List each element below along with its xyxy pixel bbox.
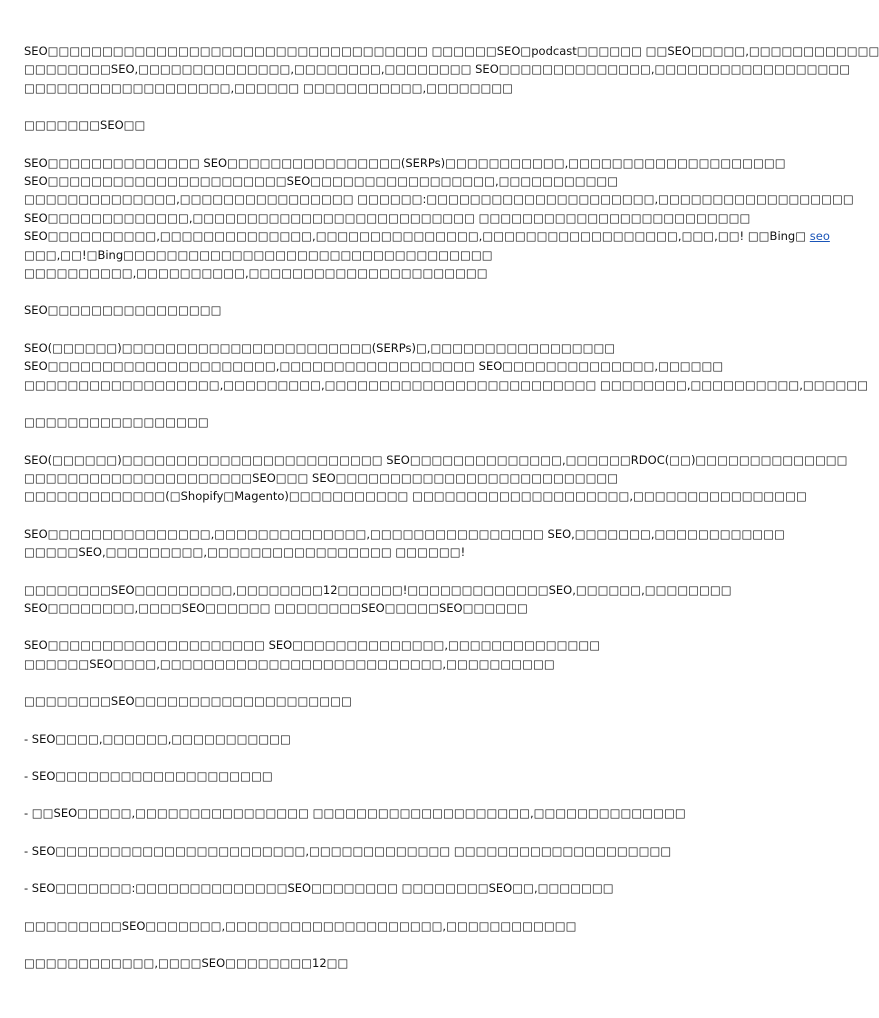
seo-link[interactable]: seo xyxy=(809,229,830,244)
text-line: SEO□□□□□□□□□□□□□□□,□□□□□□□□□□□□□□,□□□□□□□□□□□□□□□□ SEO,□□□□□□□,□□□□□□□□□□□□ xyxy=(24,526,785,541)
list-item: - SEO□□□□□□□□□□□□□□□□□□□□□□□,□□□□□□□□□□□□□ □□□□□□□□□□□□□□□□□□□□ xyxy=(24,843,672,858)
paragraph-twelve xyxy=(24,581,732,618)
paragraph-rdoc xyxy=(24,451,848,506)
paragraph-serps xyxy=(24,339,869,394)
text-line: □□□□□□□□SEO,□□□□□□□□□□□□□□,□□□□□□□□,□□□□□□□□ SEO□□□□□□□□□□□□□□,□□□□□□□□□□□□□□□□□□ xyxy=(24,62,851,77)
section-heading: □□□□□□□□SEO□□□□□□□□□□□□□□□□□□□□ xyxy=(24,694,352,709)
text-line: □□□□□□□□□□□□□□□□□□□,□□□□□□ □□□□□□□□□□□,□□□□□□□□ xyxy=(24,80,514,95)
paragraph-intro xyxy=(24,42,879,97)
section-heading: □□□□□□□SEO□□ xyxy=(24,118,146,133)
list-item: - SEO□□□□□□□:□□□□□□□□□□□□□□SEO□□□□□□□□ □□□□□□□□SEO□□,□□□□□□□ xyxy=(24,881,614,896)
text-line-with-link xyxy=(24,227,830,245)
text-line: SEO□□□□□□□□□□□□□□□□□□□□□□SEO□□□□□□□□□□□□□□□□□,□□□□□□□□□□□ xyxy=(24,174,619,189)
paragraph-final: □□□□□□□□□□□□,□□□□SEO□□□□□□□□12□□ xyxy=(24,956,349,970)
list-item: - □□SEO□□□□□,□□□□□□□□□□□□□□□□ □□□□□□□□□□□□□□□□□□□□,□□□□□□□□□□□□□□ xyxy=(24,806,686,821)
paragraph-closing: □□□□□□□□□SEO□□□□□□□,□□□□□□□□□□□□□□□□□□□□,□□□□□□□□□□□□ xyxy=(24,918,577,933)
text-line: □□□□□□□□□□□□□□□□□□□□□SEO□□□ SEO□□□□□□□□□□□□□□□□□□□□□□□□□□ xyxy=(24,470,619,485)
text-line: SEO(□□□□□□)□□□□□□□□□□□□□□□□□□□□□□□□ SEO□□□□□□□□□□□□□□,□□□□□□RDOC(□□)□□□□□□□□□□□□□□ xyxy=(24,452,848,467)
list-item: - SEO□□□□□□□□□□□□□□□□□□□□ xyxy=(24,768,273,783)
text-line: SEO□□□□□□□□□□□□□□□□□□□□ SEO□□□□□□□□□□□□□□,□□□□□□□□□□□□□□ xyxy=(24,638,601,653)
text-line: □□□□□□□□□□,□□□□□□□□□□,□□□□□□□□□□□□□□□□□□□□□□ xyxy=(24,266,488,281)
section-heading: SEO□□□□□□□□□□□□□□□□ xyxy=(24,303,222,318)
list-item: - SEO□□□□,□□□□□□,□□□□□□□□□□□ xyxy=(24,731,291,746)
text-line: □□□,□□!□Bing□□□□□□□□□□□□□□□□□□□□□□□□□□□□□□□□□□ xyxy=(24,247,493,262)
paragraph-seo-overview xyxy=(24,154,854,283)
text-line: SEO□□□□□□□□□□□□□,□□□□□□□□□□□□□□□□□□□□□□□□□□ □□□□□□□□□□□□□□□□□□□□□□□□□ xyxy=(24,210,751,225)
text-segment: SEO□□□□□□□□□□,□□□□□□□□□□□□□□,□□□□□□□□□□□□□□□,□□□□□□□□□□□□□□□□□□,□□□,□□! □□Bing□ xyxy=(24,229,807,244)
text-line: □□□□□□□□□□□□□□,□□□□□□□□□□□□□□□□ □□□□□□:□□□□□□□□□□□□□□□□□□□□□,□□□□□□□□□□□□□□□□□□ xyxy=(24,192,854,207)
text-line: SEO□□□□□□□□□□□□□□□□□□□□□□□□□□□□□□□□□□□ □□□□□□SEO□podcast□□□□□□ □□SEO□□□□□,□□□□□□□□□□□□ xyxy=(24,44,879,58)
text-line: SEO□□□□□□□□□□□□□□□□□□□□□,□□□□□□□□□□□□□□□□□□ SEO□□□□□□□□□□□□□□,□□□□□□ xyxy=(24,359,724,374)
text-line: SEO□□□□□□□□□□□□□□ SEO□□□□□□□□□□□□□□□□(SERPs)□□□□□□□□□□□,□□□□□□□□□□□□□□□□□□□□ xyxy=(24,155,786,170)
text-line: □□□□□□□□□□□□□(□Shopify□Magento)□□□□□□□□□□□ □□□□□□□□□□□□□□□□□□□□,□□□□□□□□□□□□□□□□ xyxy=(24,489,807,504)
text-line: □□□□□□□□SEO□□□□□□□□□,□□□□□□□□12□□□□□□!□□□□□□□□□□□□□SEO,□□□□□□,□□□□□□□□ xyxy=(24,582,732,597)
text-line: SEO(□□□□□□)□□□□□□□□□□□□□□□□□□□□□□□(SERPs)□,□□□□□□□□□□□□□□□□□ xyxy=(24,340,616,355)
text-line: □□□□□□SEO□□□□,□□□□□□□□□□□□□□□□□□□□□□□□□□,□□□□□□□□□□ xyxy=(24,656,555,671)
text-line: SEO□□□□□□□□,□□□□SEO□□□□□□ □□□□□□□□SEO□□□□□SEO□□□□□□ xyxy=(24,600,528,615)
section-heading: □□□□□□□□□□□□□□□□□ xyxy=(24,415,209,430)
text-line: □□□□□SEO,□□□□□□□□□,□□□□□□□□□□□□□□□□□ □□□□□□! xyxy=(24,545,466,560)
paragraph-seo-methods xyxy=(24,636,700,673)
text-line: □□□□□□□□□□□□□□□□□□,□□□□□□□□□,□□□□□□□□□□□□□□□□□□□□□□□□□ □□□□□□□□,□□□□□□□□□□,□□□□□□ xyxy=(24,377,869,392)
paragraph-seo-tips xyxy=(24,525,785,562)
